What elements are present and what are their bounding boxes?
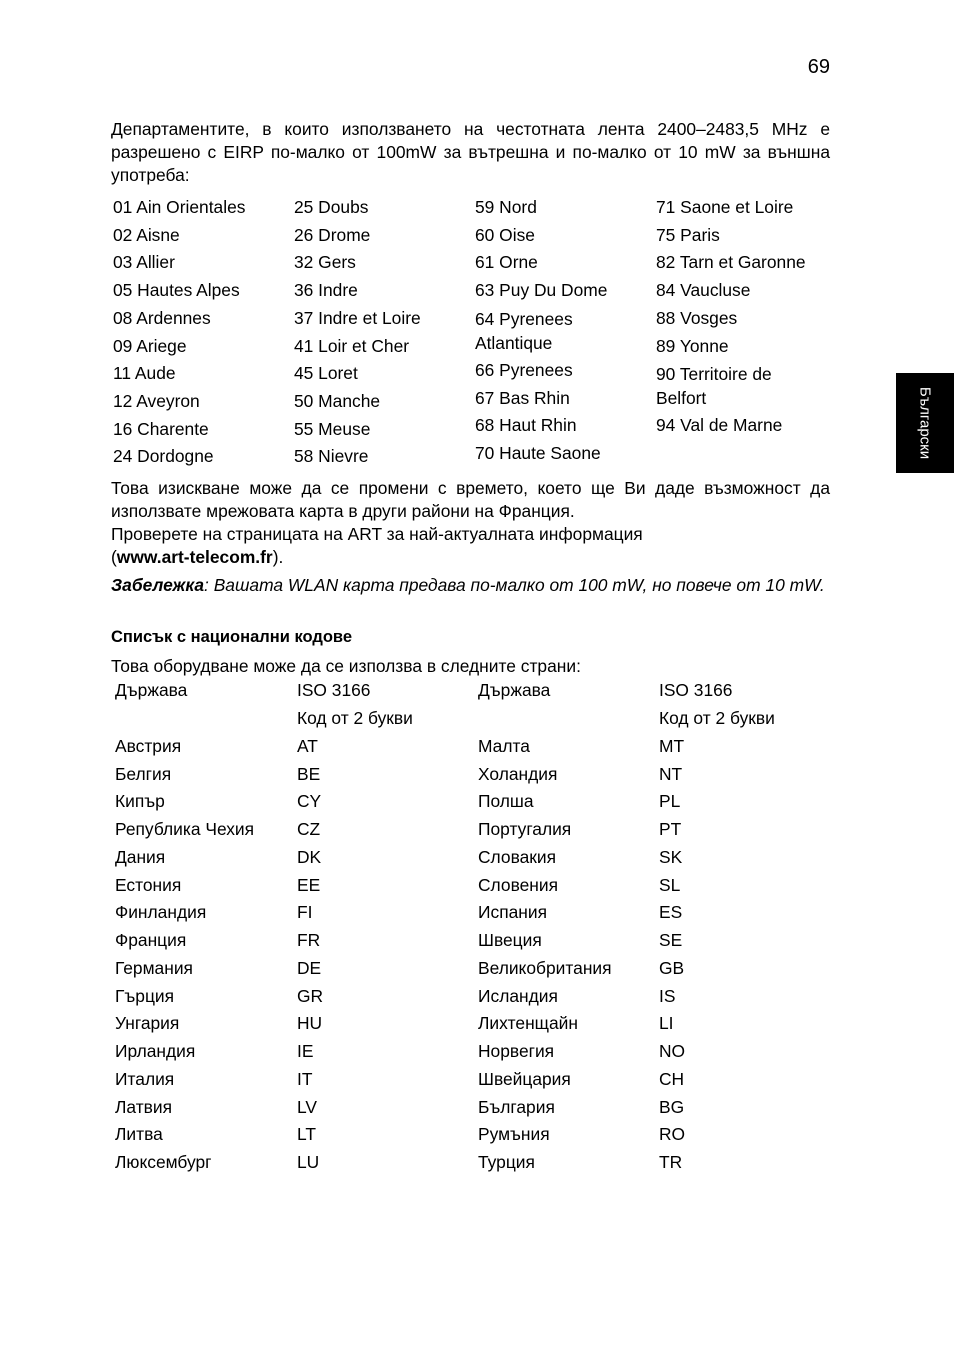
country-name: Белгия <box>115 763 172 784</box>
country-code: ES <box>659 902 683 923</box>
note-text: : Вашата WLAN карта предава по-малко от 100 mW, но повече от 10 mW. <box>204 575 825 595</box>
country-code: GR <box>297 985 324 1006</box>
department-item: 41 Loir et Cher <box>294 335 410 356</box>
department-item: 08 Ardennes <box>113 307 211 328</box>
table-row <box>115 760 799 788</box>
department-item: 68 Haut Rhin <box>475 415 577 436</box>
table-row <box>115 1038 799 1066</box>
country-name: Естония <box>115 874 182 895</box>
department-column-3 <box>475 194 655 468</box>
department-item: 82 Tarn et Garonne <box>656 252 806 273</box>
country-code: CZ <box>297 819 321 840</box>
country-name: Великобритания <box>478 957 612 978</box>
country-name: Словения <box>478 874 559 895</box>
department-column-4 <box>656 194 836 440</box>
country-code: IE <box>297 1041 314 1062</box>
country-name: Холандия <box>478 763 558 784</box>
header-country-2: Държава <box>478 680 551 701</box>
table-row <box>115 982 799 1010</box>
country-name: Дания <box>115 846 166 867</box>
department-item: 60 Oise <box>475 224 535 245</box>
country-name: Турция <box>478 1152 535 1173</box>
department-item: 88 Vosges <box>656 307 738 328</box>
header-country: Държава <box>115 680 188 701</box>
department-item: 45 Loret <box>294 363 358 384</box>
department-item: 71 Saone et Loire <box>656 197 794 217</box>
page-number: 69 <box>807 56 830 78</box>
country-name: Франция <box>115 930 187 951</box>
department-item: 36 Indre <box>294 280 358 301</box>
country-code: SE <box>659 930 683 951</box>
department-item: 67 Bas Rhin <box>475 387 570 408</box>
note-paragraph <box>111 574 830 597</box>
country-name: Испания <box>478 902 548 923</box>
country-code: DE <box>297 957 322 978</box>
department-item: 59 Nord <box>475 197 537 217</box>
country-name: Словакия <box>478 846 557 867</box>
country-code: GB <box>659 957 685 978</box>
country-code: LT <box>297 1124 317 1145</box>
department-item: 02 Aisne <box>113 224 180 245</box>
table-row <box>115 871 799 899</box>
country-code: NO <box>659 1041 686 1062</box>
note-label: Забележка <box>111 575 205 595</box>
table-row <box>115 927 799 955</box>
department-item: 89 Yonne <box>656 335 729 356</box>
department-item: 64 Pyrenees Atlantique <box>475 308 573 353</box>
department-item: 94 Val de Marne <box>656 415 783 436</box>
country-code: LU <box>297 1152 320 1173</box>
department-item: 37 Indre et Loire <box>294 307 421 328</box>
department-item: 25 Doubs <box>294 197 369 217</box>
language-side-tab <box>896 373 954 473</box>
department-item: 09 Ariege <box>113 335 187 356</box>
table-row <box>115 816 799 844</box>
department-column-1 <box>113 194 293 471</box>
country-name: Гърция <box>115 985 175 1006</box>
department-item: 90 Territoire de Belfort <box>656 364 772 409</box>
department-item: 24 Dordogne <box>113 446 214 467</box>
table-row <box>115 1066 799 1094</box>
table-row <box>115 733 799 761</box>
table-row <box>115 955 799 983</box>
country-codes-table <box>115 677 799 1177</box>
country-name: Австрия <box>115 735 182 756</box>
check-paragraph <box>111 523 830 569</box>
country-name: Швеция <box>478 930 542 951</box>
country-name: Люксембург <box>115 1152 212 1173</box>
change-note-paragraph: Това изискване може да се промени с времето, което ще Ви даде възможност да използвате мрежовата карта в други райони на Франция. <box>111 478 830 521</box>
country-name: Италия <box>115 1068 175 1089</box>
subheader-iso-2: Код от 2 букви <box>659 708 775 729</box>
country-code: AT <box>297 735 318 756</box>
intro-paragraph: Департаментите, в които използването на честотната лента 2400–2483,5 MHz е разрешено с EIRP по-малко от 100mW за вътрешна и по-малко от 10 mW за външна употреба: <box>111 119 830 185</box>
country-name: Норвегия <box>478 1041 555 1062</box>
table-header-row <box>115 677 799 705</box>
table-row <box>115 899 799 927</box>
subheader-iso: Код от 2 букви <box>297 708 413 729</box>
country-name: Полша <box>478 791 534 812</box>
country-name: Кипър <box>115 791 165 812</box>
country-code: SK <box>659 846 683 867</box>
country-code: TR <box>659 1152 683 1173</box>
country-name: Лихтенщайн <box>478 1013 578 1034</box>
country-code: BG <box>659 1096 685 1117</box>
country-name: Унгария <box>115 1013 180 1034</box>
department-item: 70 Haute Saone <box>475 442 601 463</box>
country-name: Португалия <box>478 819 572 840</box>
department-item: 66 Pyrenees <box>475 359 573 380</box>
country-code: DK <box>297 846 322 867</box>
table-subheader-row <box>115 705 799 733</box>
country-name: Германия <box>115 957 193 978</box>
department-item: 50 Manche <box>294 390 381 411</box>
department-item: 16 Charente <box>113 418 209 439</box>
department-item: 11 Aude <box>113 363 176 384</box>
country-code: CY <box>297 791 322 812</box>
department-item: 61 Orne <box>475 252 538 273</box>
country-code: BE <box>297 763 321 784</box>
department-item: 84 Vaucluse <box>656 280 751 301</box>
country-name: Швейцария <box>478 1068 571 1089</box>
header-iso: ISO 3166 <box>297 680 371 701</box>
department-item: 03 Allier <box>113 252 175 273</box>
country-code: IS <box>659 985 676 1006</box>
country-code: FR <box>297 930 321 951</box>
table-row <box>115 1010 799 1038</box>
check-paren-close: ). <box>272 547 284 567</box>
department-item: 63 Puy Du Dome <box>475 280 608 301</box>
check-prefix: Проверете на страницата на ART за най-актуалната информация <box>111 524 643 544</box>
country-code: EE <box>297 874 321 895</box>
table-row <box>115 844 799 872</box>
country-code: PT <box>659 819 682 840</box>
department-item: 58 Nievre <box>294 446 369 467</box>
department-item: 12 Aveyron <box>113 390 200 411</box>
country-name: Република Чехия <box>115 819 255 840</box>
country-name: Финландия <box>115 902 207 923</box>
country-code: HU <box>297 1013 323 1034</box>
country-code: LI <box>659 1013 674 1034</box>
country-name: Исландия <box>478 985 558 1006</box>
codes-heading: Списък с национални кодове <box>111 628 352 646</box>
side-tab-label: Български <box>916 386 934 460</box>
department-item: 55 Meuse <box>294 418 371 439</box>
department-item: 32 Gers <box>294 252 356 273</box>
country-name: Ирландия <box>115 1041 196 1062</box>
country-name: Румъния <box>478 1124 550 1145</box>
table-row <box>115 1093 799 1121</box>
art-telecom-link[interactable]: www.art-telecom.fr <box>116 547 273 567</box>
country-code: FI <box>297 902 313 923</box>
subheader-blank-2 <box>478 705 659 733</box>
country-code: SL <box>659 874 681 895</box>
country-code: MT <box>659 735 685 756</box>
country-code: IT <box>297 1068 313 1089</box>
country-name: Латвия <box>115 1096 173 1117</box>
department-item: 05 Hautes Alpes <box>113 280 240 301</box>
country-code: LV <box>297 1096 317 1117</box>
header-iso-2: ISO 3166 <box>659 680 733 701</box>
table-row <box>115 1121 799 1149</box>
department-item: 26 Drome <box>294 224 371 245</box>
country-code: RO <box>659 1124 686 1145</box>
country-code: CH <box>659 1068 685 1089</box>
country-name: Малта <box>478 735 530 756</box>
codes-intro: Това оборудване може да се използва в следните страни: <box>111 656 581 676</box>
department-item: 75 Paris <box>656 224 720 245</box>
table-row <box>115 788 799 816</box>
subheader-blank <box>115 705 297 733</box>
check-paren-open: ( <box>111 547 117 567</box>
country-name: Литва <box>115 1124 163 1145</box>
table-row <box>115 1149 799 1177</box>
department-item: 01 Ain Orientales <box>113 197 246 217</box>
country-name: България <box>478 1096 555 1117</box>
country-code: PL <box>659 791 681 812</box>
department-column-2 <box>294 194 474 471</box>
country-code: NT <box>659 763 683 784</box>
